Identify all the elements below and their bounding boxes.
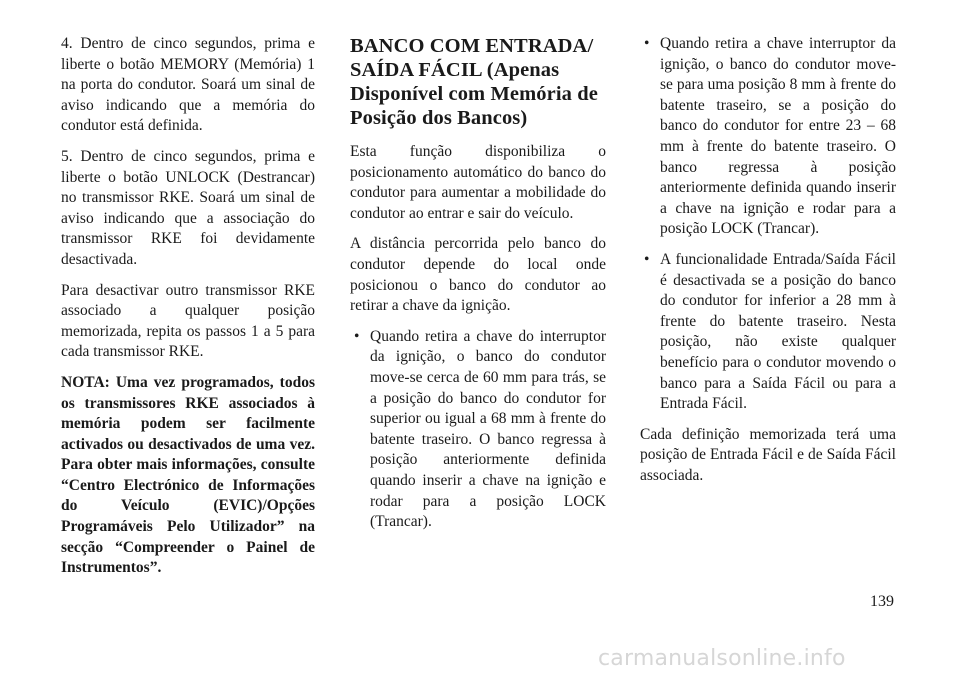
- distance-paragraph: A distância percorrida pelo banco do condutor depende do local onde posicionou o banco do condutor ao retirar a chave da ignição.: [350, 235, 606, 315]
- list-item-text: A funcionalidade Entrada/Saída Fácil é desactivada se a posição do banco do condutor for inferior a 28 mm à frente do batente traseiro. Nesta posição, não existe qualquer benefício para o condutor movendo o banco para a Saída Fácil ou para a Entrada Fácil.: [660, 250, 896, 413]
- list-item: [350, 327, 606, 533]
- bullet-icon: •: [354, 327, 360, 345]
- bullet-icon: •: [644, 35, 650, 52]
- step-4-paragraph: 4. Dentro de cinco segundos, prima e liberte o botão MEMORY (Memória) 1 na porta do condutor. Soará um sinal de aviso indicando que a memória do condutor está definida.: [61, 35, 315, 135]
- step-5-paragraph: 5. Dentro de cinco segundos, prima e liberte o botão UNLOCK (Destrancar) no transmissor RKE. Soará um sinal de aviso indicando que a associação do transmissor RKE foi devidamente desactivada.: [61, 147, 315, 268]
- column-right: [640, 34, 896, 496]
- bullet-list: [640, 34, 896, 415]
- list-item-text: Quando retira a chave interruptor da ignição, o banco do condutor move-se para uma posição 8 mm à frente do batente traseiro, se a posição do banco do condutor for entre 23 – 68 mm à frente do batente traseiro. O banco regressa à posição anteriormente definida quando inserir a chave na ignição e rodar para a posição LOCK (Trancar).: [660, 35, 896, 238]
- bullet-icon: •: [644, 250, 650, 268]
- page-number: 139: [870, 593, 894, 610]
- section-heading: BANCO COM ENTRADA/ SAÍDA FÁCIL (Apenas Disponível com Memória de Posição dos Bancos): [350, 35, 598, 129]
- deactivate-paragraph: Para desactivar outro transmissor RKE associado a qualquer posição memorizada, repita os passos 1 a 5 para cada transmissor RKE.: [61, 281, 315, 361]
- list-item-text: Quando retira a chave do interruptor da ignição, o banco do condutor move-se cerca de 60 mm para trás, se a posição do banco do condutor for superior ou igual a 68 mm à frente do batente traseiro. O banco regressa à posição anteriormente definida quando inserir a chave na ignição e rodar para a posição LOCK (Trancar).: [370, 327, 606, 531]
- note-paragraph: NOTA: Uma vez programados, todos os transmissores RKE associados à memória podem ser facilmente activados ou desactivados de uma vez. Para obter mais informações, consulte “Centro Electrónico de Informações do Veículo (EVIC)/Opções Programáveis Pelo Utilizador” na secção “Compreender o Painel de Instrumentos”.: [61, 373, 315, 577]
- list-item: [640, 34, 896, 240]
- list-item: [640, 250, 896, 415]
- watermark: carmanualsonline.info: [598, 646, 846, 671]
- intro-paragraph: Esta função disponibiliza o posicionamento automático do banco do condutor para aumentar a mobilidade do condutor ao entrar e sair do veículo.: [350, 143, 606, 222]
- column-left: [61, 34, 315, 589]
- bullet-list: [350, 327, 606, 533]
- column-middle: [350, 34, 606, 543]
- memorized-setting-paragraph: Cada definição memorizada terá uma posição de Entrada Fácil e de Saída Fácil associada.: [640, 425, 896, 484]
